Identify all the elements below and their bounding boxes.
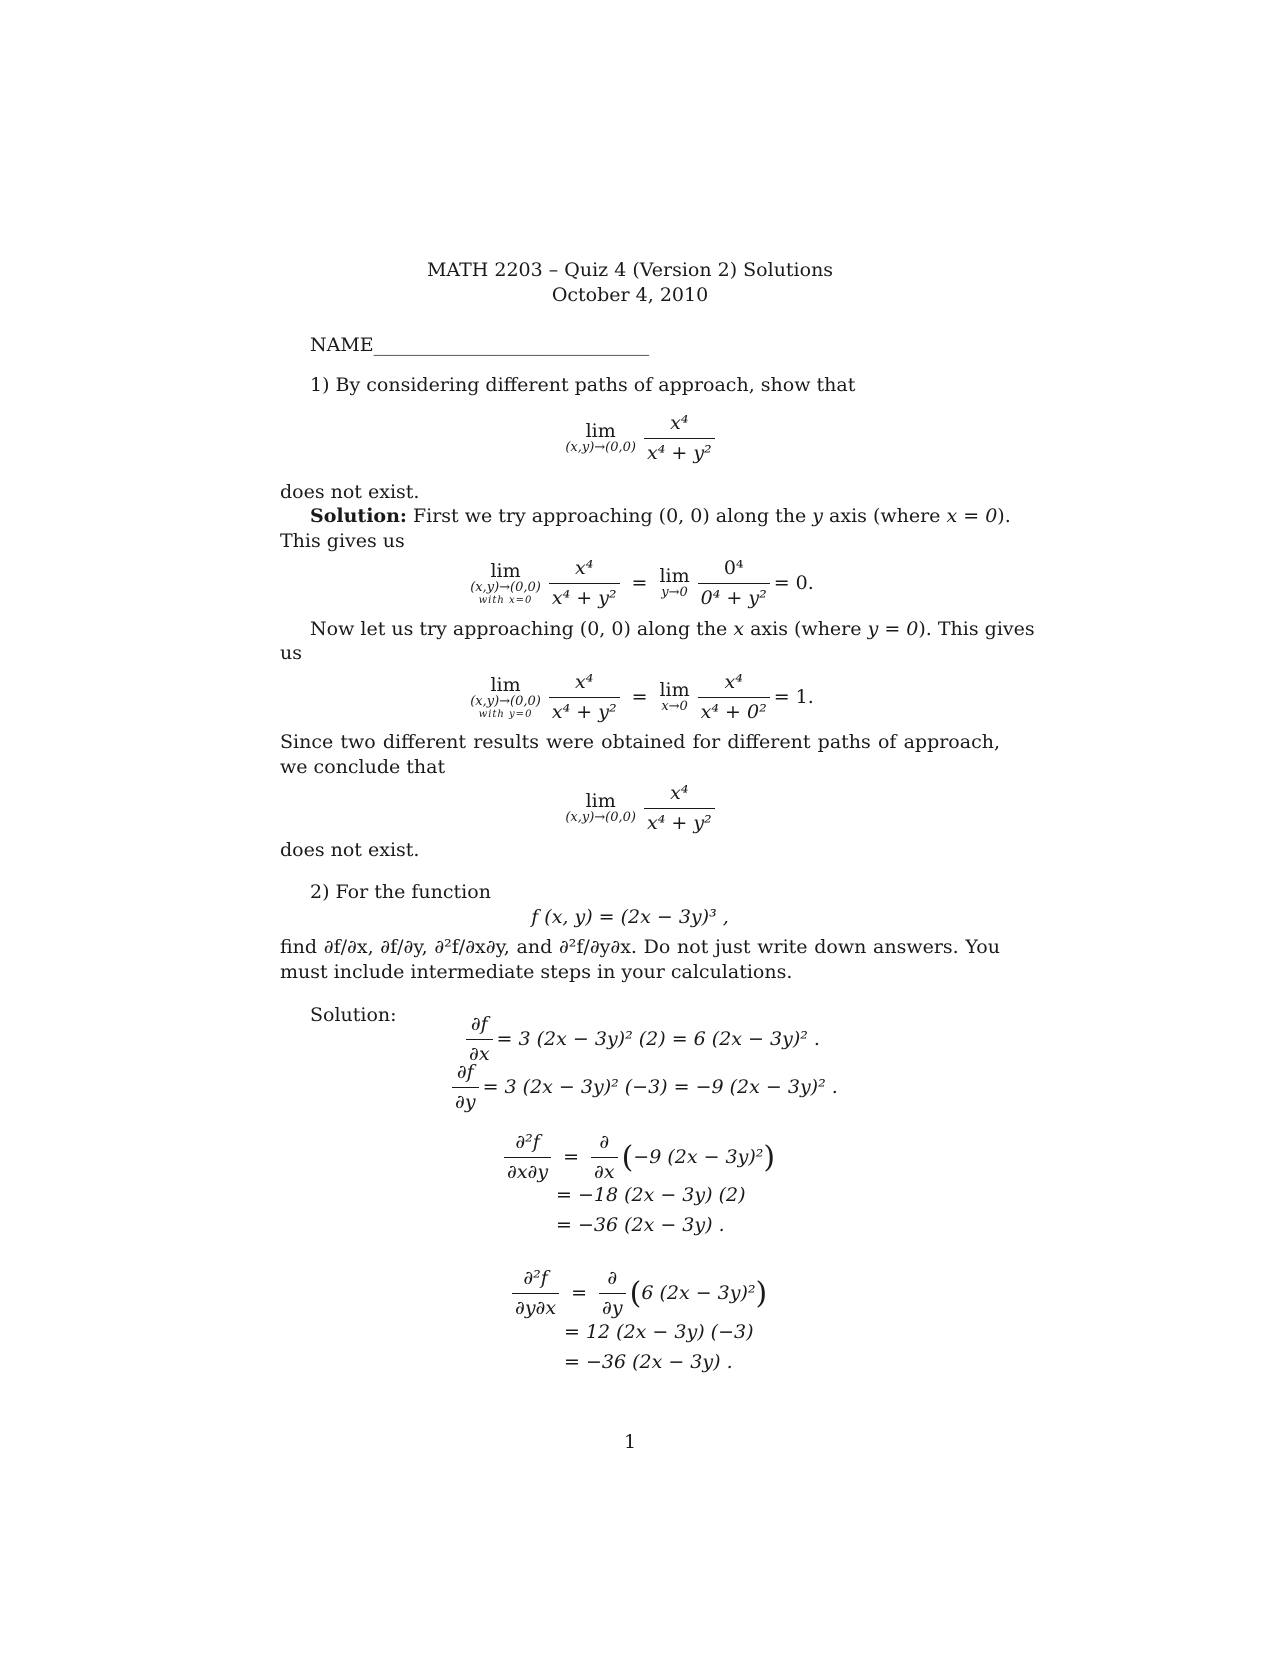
solution1-line1 bbox=[310, 504, 1011, 529]
text: Now let us try approaching (0, 0) along the bbox=[310, 618, 728, 640]
numerator: 0⁴ bbox=[723, 556, 744, 579]
numerator: x⁴ bbox=[575, 556, 594, 579]
limit-operator bbox=[565, 791, 636, 825]
fxy-step2: = −18 (2x − 3y) (2) bbox=[556, 1184, 746, 1206]
denominator: ∂x bbox=[466, 1039, 493, 1067]
denominator: ∂x∂y bbox=[504, 1157, 551, 1185]
limit-path-2: lim (x,y)→(0,0) with y=0 $\frac{\text{x⁴}}{\text{x⁴ + y²}}$ = lim x→0 $\frac{\text{x⁴}}{\text{x⁴ + 0²}}$ = 1. bbox=[470, 670, 814, 723]
condition-x0: x = 0 bbox=[946, 505, 998, 527]
fraction bbox=[549, 670, 620, 725]
denominator: ∂y bbox=[452, 1087, 479, 1115]
lim-subscript: (x,y)→(0,0) bbox=[565, 440, 636, 455]
fx-rhs: = 3 (2x − 3y)² (2) = 6 (2x − 3y)² . bbox=[496, 1028, 820, 1050]
fraction bbox=[512, 1266, 559, 1321]
denominator: ∂y bbox=[599, 1293, 626, 1321]
denominator: x⁴ + y² bbox=[644, 438, 715, 466]
numerator: ∂²f bbox=[515, 1131, 540, 1153]
lim-subscript: y→0 bbox=[661, 585, 688, 600]
text: axis (where bbox=[750, 618, 862, 640]
text: ). This gives bbox=[918, 618, 1035, 640]
numerator: ∂ bbox=[599, 1131, 610, 1153]
us-word: us bbox=[280, 642, 302, 664]
var-x: x bbox=[733, 618, 745, 640]
lim-word: lim bbox=[490, 559, 521, 582]
numerator: x⁴ bbox=[670, 411, 689, 434]
does-not-exist-1: does not exist. bbox=[280, 481, 420, 503]
denominator: x⁴ + y² bbox=[549, 583, 620, 611]
lim-subscript: x→0 bbox=[661, 699, 688, 714]
limit-expression-1 bbox=[0, 408, 1280, 468]
result: = 0. bbox=[773, 571, 814, 594]
document-date: October 4, 2010 bbox=[551, 284, 709, 306]
partial-fyx: $\frac{\text{∂²f}}{\partial y\partial x}$ = $\frac{\partial}{\partial y}$ ( 6 (2x − 3y)² ) bbox=[508, 1266, 767, 1321]
find-paragraph: find ∂f/∂x, ∂f/∂y, ∂²f/∂x∂y, and ∂²f/∂y∂x. Do not just write down answers. You must include intermediate steps in your calculations. bbox=[280, 936, 1000, 983]
fraction bbox=[504, 1130, 551, 1185]
numerator: x⁴ bbox=[575, 670, 594, 693]
fraction bbox=[591, 1130, 618, 1185]
limit-operator bbox=[470, 675, 541, 720]
fy-rhs: = 3 (2x − 3y)² (−3) = −9 (2x − 3y)² . bbox=[482, 1076, 838, 1098]
numerator: ∂f bbox=[470, 1013, 488, 1035]
fyx-step3: = −36 (2x − 3y) . bbox=[564, 1351, 733, 1373]
lim-condition: with x=0 bbox=[478, 594, 533, 606]
problem1-prompt: 1) By considering different paths of approach, show that bbox=[310, 374, 856, 396]
numerator: x⁴ bbox=[670, 781, 689, 804]
solution-text: axis (where bbox=[829, 505, 941, 527]
lim-condition: with y=0 bbox=[478, 708, 533, 720]
document-title: MATH 2203 – Quiz 4 (Version 2) Solutions bbox=[426, 259, 834, 281]
lim-word: lim bbox=[659, 679, 690, 701]
partial-fy bbox=[448, 1060, 838, 1115]
result: = 1. bbox=[773, 685, 814, 708]
does-not-exist-2: does not exist. bbox=[280, 839, 420, 861]
fxy-step3: = −36 (2x − 3y) . bbox=[556, 1214, 725, 1236]
problem2-prompt: 2) For the function bbox=[310, 881, 491, 903]
numerator: ∂f bbox=[456, 1061, 474, 1083]
function-definition: f (x, y) = (2x − 3y)³ , bbox=[531, 906, 729, 928]
solution-text: ). bbox=[997, 505, 1011, 527]
lim-word: lim bbox=[585, 420, 616, 442]
lim-subscript: (x,y)→(0,0) bbox=[470, 579, 541, 595]
denominator: ∂y∂x bbox=[512, 1293, 559, 1321]
limit-operator bbox=[659, 680, 689, 714]
limit-expression-2 bbox=[0, 778, 1280, 838]
denominator: x⁴ + 0² bbox=[698, 697, 770, 725]
numerator: x⁴ bbox=[724, 670, 743, 693]
limit-operator bbox=[565, 421, 636, 455]
solution-text: First we try approaching (0, 0) along the bbox=[412, 505, 807, 527]
fraction bbox=[549, 556, 620, 611]
lim-subscript: (x,y)→(0,0) bbox=[565, 810, 636, 825]
partial-fxy: $\frac{\text{∂²f}}{\partial x\partial y}$ = $\frac{\partial}{\partial x}$ ( −9 (2x − 3y)² ) bbox=[500, 1130, 775, 1185]
lim-word: lim bbox=[490, 673, 521, 696]
this-gives-us: This gives us bbox=[280, 530, 405, 552]
name-field: NAME_____________________________ bbox=[310, 334, 650, 356]
condition-y0: y = 0 bbox=[867, 618, 919, 640]
numerator: ∂²f bbox=[523, 1267, 548, 1289]
limit-operator bbox=[470, 561, 541, 606]
denominator: x⁴ + y² bbox=[549, 697, 620, 725]
solution-label: Solution: bbox=[310, 505, 407, 527]
fyx-step2: = 12 (2x − 3y) (−3) bbox=[564, 1321, 754, 1343]
lim-word: lim bbox=[585, 790, 616, 812]
page-number: 1 bbox=[623, 1431, 637, 1453]
fraction bbox=[599, 1266, 626, 1321]
fxy-argument: −9 (2x − 3y)² bbox=[633, 1146, 764, 1168]
denominator: ∂x bbox=[591, 1157, 618, 1185]
limit-path-1: lim (x,y)→(0,0) with x=0 $\frac{\text{x⁴}}{\text{x⁴ + y²}}$ = lim y→0 $\frac{\text{0⁴}}{\text{0⁴ + y²}}$ = 0. bbox=[470, 556, 814, 609]
fraction bbox=[452, 1060, 479, 1115]
lim-subscript: (x,y)→(0,0) bbox=[470, 693, 541, 709]
since-paragraph: Since two different results were obtained for different paths of approach, we conclude that bbox=[280, 731, 1000, 778]
denominator: 0⁴ + y² bbox=[698, 583, 770, 611]
limit-operator bbox=[659, 566, 689, 600]
var-y: y bbox=[812, 505, 823, 527]
fraction bbox=[644, 781, 715, 836]
fyx-argument: 6 (2x − 3y)² bbox=[641, 1282, 756, 1304]
denominator: x⁴ + y² bbox=[644, 808, 715, 836]
numerator: ∂ bbox=[607, 1267, 618, 1289]
fraction bbox=[698, 556, 770, 611]
fraction bbox=[466, 1012, 493, 1067]
now-line1 bbox=[310, 617, 1035, 642]
fraction bbox=[644, 411, 715, 466]
lim-word: lim bbox=[659, 565, 690, 587]
solution2-label: Solution: bbox=[310, 1004, 397, 1026]
fraction bbox=[698, 670, 770, 725]
partial-fx bbox=[462, 1012, 820, 1067]
